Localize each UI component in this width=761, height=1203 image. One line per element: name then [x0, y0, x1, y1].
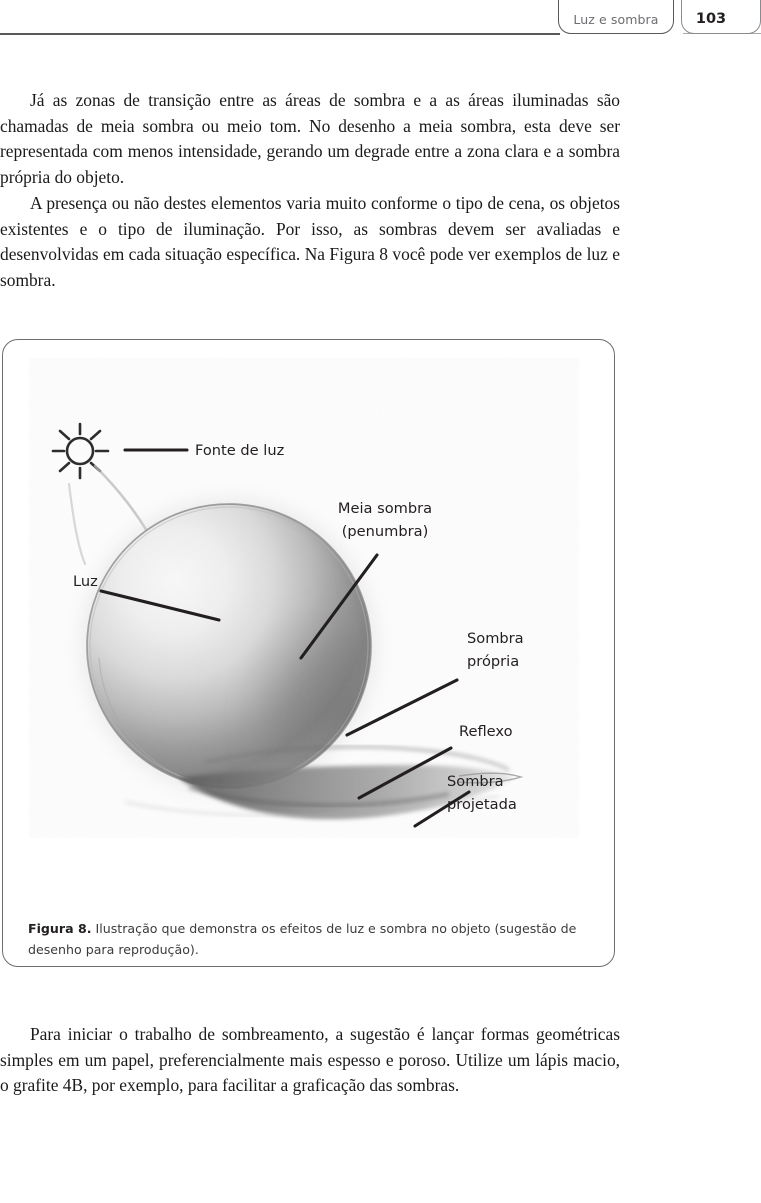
figure-caption-text: Ilustração que demonstra os efeitos de luz e sombra no objeto (sugestão de desenho para reprodução).	[28, 921, 577, 957]
figure-caption-label: Figura 8.	[28, 921, 92, 936]
label-half-shadow-line2: (penumbra)	[341, 523, 429, 540]
label-own-shadow-line2: própria	[467, 653, 520, 670]
header-rule-left	[0, 33, 560, 35]
chapter-title-label: Luz e sombra	[573, 12, 659, 27]
paragraph: Já as zonas de transição entre as áreas de sombra e a as áreas iluminadas são chamadas de meia sombra ou meio tom. No desenho a meia sombra, esta deve ser representada com menos intensidade, gerando um degrade entre a zona clara e a sombra própria do objeto.	[0, 90, 620, 188]
pencil-sphere-drawing	[29, 358, 579, 838]
label-light: Luz	[73, 573, 98, 590]
figure-container	[2, 339, 615, 967]
figure-caption	[28, 918, 600, 960]
label-reflection: Reflexo	[459, 723, 513, 740]
chapter-title-tab	[558, 0, 674, 34]
label-cast-shadow-line2: projetada	[447, 796, 517, 813]
page-header	[0, 0, 761, 44]
label-half-shadow-line1: Meia sombra	[337, 500, 433, 517]
body-paragraphs-top	[0, 88, 620, 294]
paragraph: A presença ou não destes elementos varia muito conforme o tipo de cena, os objetos existentes e o tipo de iluminação. Por isso, as sombras devem ser avaliadas e desenvolvidas em cada situação específica. Na Figura 8 você pode ver exemplos de luz e sombra.	[0, 192, 620, 290]
label-light-source: Fonte de luz	[195, 442, 285, 459]
page-number-label: 103	[695, 11, 727, 27]
paragraph: Para iniciar o trabalho de sombreamento, a sugestão é lançar formas geométricas simples em um papel, preferencialmente mais espesso e poroso. Utilize um lápis macio, o grafite 4B, por exemplo, para facilitar a graficação das sombras.	[0, 1024, 620, 1096]
body-paragraphs-bottom	[0, 1022, 620, 1099]
page-number-tab	[681, 0, 761, 34]
label-cast-shadow-line1: Sombra	[447, 773, 504, 790]
label-own-shadow-line1: Sombra	[467, 630, 524, 647]
